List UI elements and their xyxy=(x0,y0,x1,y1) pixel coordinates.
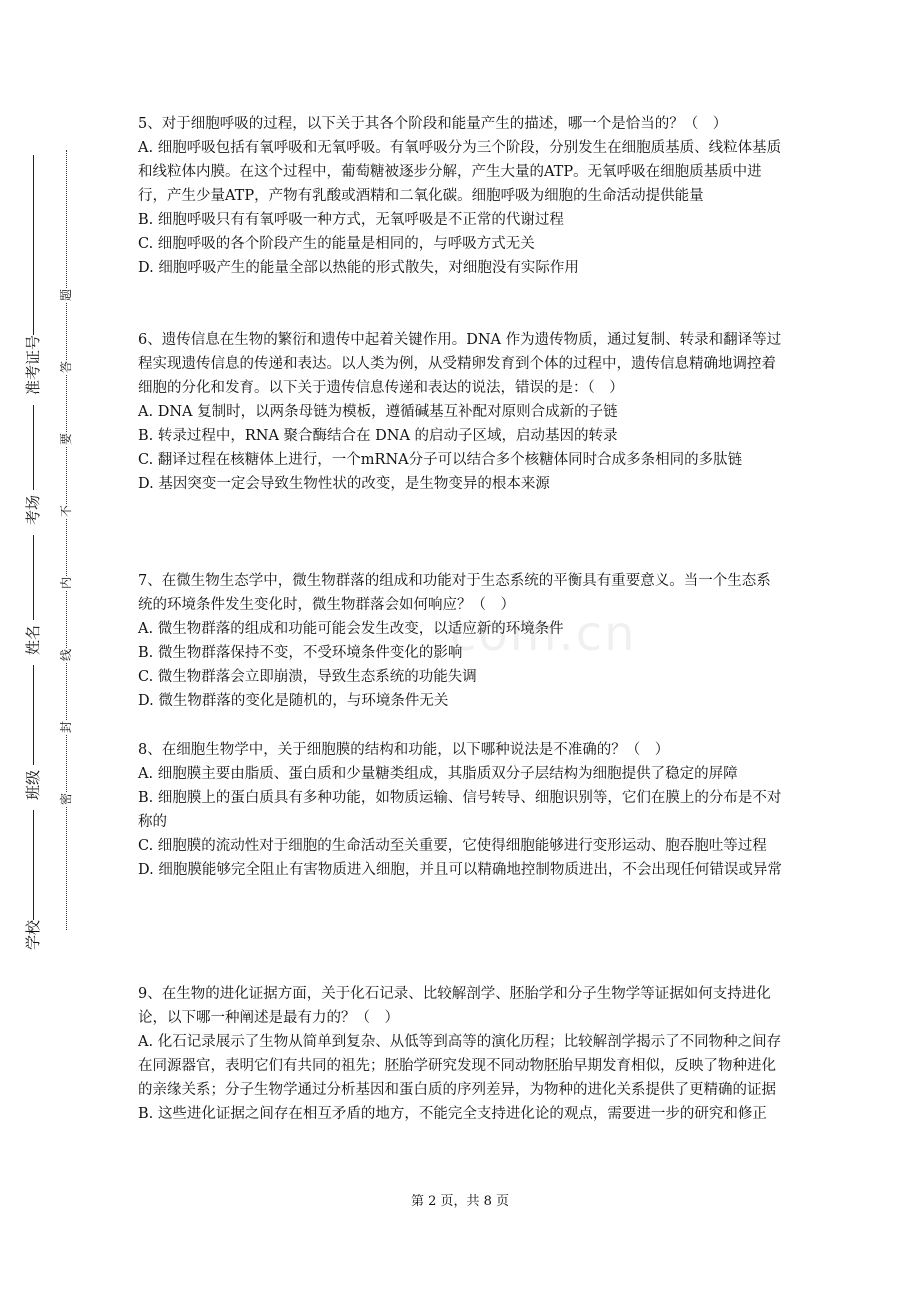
admission-number-line xyxy=(33,155,34,335)
option-a: A. 微生物群落的组成和功能可能会发生改变，以适应新的环境条件 xyxy=(138,621,564,637)
seal-dashed-line xyxy=(66,150,67,930)
option-d: D. 细胞呼吸产生的能量全部以热能的形式散失，对细胞没有实际作用 xyxy=(138,260,579,276)
question-6 xyxy=(138,328,783,496)
school-label: 学校 xyxy=(24,919,42,950)
seal-char: 内 xyxy=(59,577,73,590)
option-d: D. 微生物群落的变化是随机的，与环境条件无关 xyxy=(138,693,449,709)
name-label: 姓名 xyxy=(24,624,42,655)
seal-char: 密 xyxy=(59,793,73,806)
class-line xyxy=(33,665,34,765)
admission-number-label: 准考证号 xyxy=(24,334,42,395)
option-a: A. 细胞膜主要由脂质、蛋白质和少量糖类组成，其脂质双分子层结构为细胞提供了稳定的屏障 xyxy=(138,766,738,782)
question-stem: 6、遗传信息在生物的繁衍和遗传中起着关键作用。DNA 作为遗传物质，通过复制、转录和翻译等过程实现遗传信息的传递和表达。以人类为例，从受精卵发育到个体的过程中，遗传信息精确地调控着细胞的分化和发育。以下关于遗传信息传递和表达的说法，错误的是：（ ） xyxy=(138,332,782,396)
seal-char: 不 xyxy=(59,505,73,518)
option-a: A. 化石记录展示了生物从简单到复杂、从低等到高等的演化历程；比较解剖学揭示了不同物种之间存在同源器官，表明它们有共同的祖先；胚胎学研究发现不同动物胚胎早期发育相似，反映了物种进化的亲缘关系；分子生物学通过分析基因和蛋白质的序列差异，为物种的进化关系提供了更精确的证据 xyxy=(138,1034,782,1098)
option-c: C. 翻译过程在核糖体上进行，一个mRNA分子可以结合多个核糖体同时合成多条相同的多肽链 xyxy=(138,452,743,468)
option-b: B. 转录过程中，RNA 聚合酶结合在 DNA 的启动子区域，启动基因的转录 xyxy=(138,428,618,444)
option-b: B. 细胞呼吸只有有氧呼吸一种方式，无氧呼吸是不正常的代谢过程 xyxy=(138,212,564,228)
question-8 xyxy=(138,738,783,882)
option-c: C. 细胞膜的流动性对于细胞的生命活动至关重要，它使得细胞能够进行变形运动、胞吞胞吐等过程 xyxy=(138,838,767,854)
seal-char: 答 xyxy=(59,361,73,374)
option-a: A. DNA 复制时，以两条母链为模板，遵循碱基互补配对原则合成新的子链 xyxy=(138,404,618,420)
option-c: C. 微生物群落会立即崩溃，导致生态系统的功能失调 xyxy=(138,669,477,685)
option-b: B. 这些进化证据之间存在相互矛盾的地方，不能完全支持进化论的观点，需要进一步的研究和修正 xyxy=(138,1106,767,1122)
question-5 xyxy=(138,112,783,280)
option-d: D. 基因突变一定会导致生物性状的改变，是生物变异的根本来源 xyxy=(138,476,550,492)
option-c: C. 细胞呼吸的各个阶段产生的能量是相同的，与呼吸方式无关 xyxy=(138,236,535,252)
school-line xyxy=(33,810,34,920)
question-stem: 7、在微生物生态学中，微生物群落的组成和功能对于生态系统的平衡具有重要意义。当一个生态系统的环境条件发生变化时，微生物群落会如何响应？（ ） xyxy=(138,573,771,613)
name-line xyxy=(33,535,34,620)
seal-char: 要 xyxy=(59,433,73,446)
option-d: D. 细胞膜能够完全阻止有害物质进入细胞，并且可以精确地控制物质进出，不会出现任何错误或异常 xyxy=(138,862,782,878)
option-a: A. 细胞呼吸包括有氧呼吸和无氧呼吸。有氧呼吸分为三个阶段，分别发生在细胞质基质、线粒体基质和线粒体内膜。在这个过程中，葡萄糖被逐步分解，产生大量的ATP。无氧呼吸在细胞质基质中进行，产生少量ATP，产物有乳酸或酒精和二氧化碳。细胞呼吸为细胞的生命活动提供能量 xyxy=(138,140,782,204)
class-label: 班级 xyxy=(24,769,42,800)
question-7 xyxy=(138,569,783,713)
exam-room-label: 考场 xyxy=(24,494,42,525)
question-stem: 8、在细胞生物学中，关于细胞膜的结构和功能，以下哪种说法是不准确的？（ ） xyxy=(138,742,670,758)
seal-char: 线 xyxy=(59,649,73,662)
question-9 xyxy=(138,982,783,1126)
option-b: B. 细胞膜上的蛋白质具有多种功能，如物质运输、信号转导、细胞识别等，它们在膜上的分布是不对称的 xyxy=(138,790,782,830)
seal-char: 题 xyxy=(59,289,73,302)
question-stem: 5、对于细胞呼吸的过程，以下关于其各个阶段和能量产生的描述，哪一个是恰当的？（ ） xyxy=(138,116,728,132)
page-number: 第 2 页，共 8 页 xyxy=(410,1194,510,1209)
option-b: B. 微生物群落保持不变，不受环境条件变化的影响 xyxy=(138,645,463,661)
watermark: com.cn xyxy=(450,606,637,662)
question-stem: 9、在生物的进化证据方面，关于化石记录、比较解剖学、胚胎学和分子生物学等证据如何支持进化论，以下哪一种阐述是最有力的？（ ） xyxy=(138,986,771,1026)
exam-room-line xyxy=(33,405,34,490)
binding-margin xyxy=(0,0,120,1302)
seal-char: 封 xyxy=(59,721,73,734)
